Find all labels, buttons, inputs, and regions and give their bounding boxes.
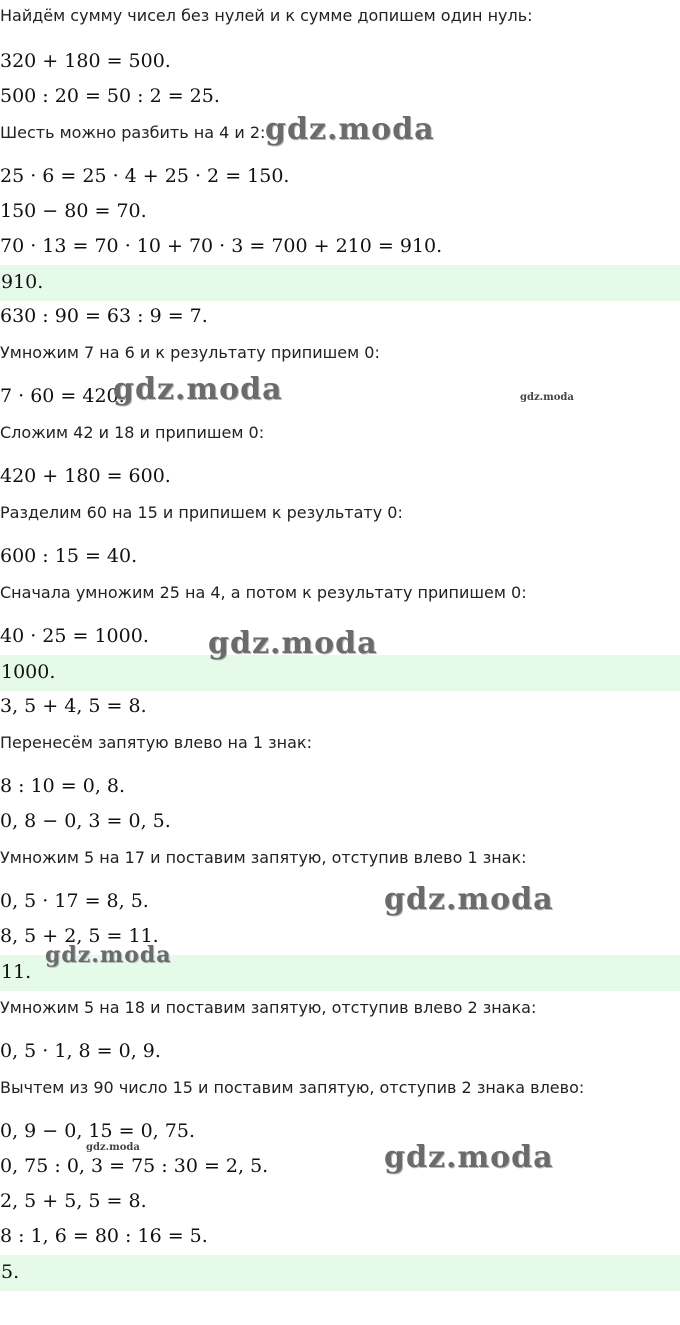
- equation-line: 0, 5 · 17 = 8, 5.: [0, 890, 149, 912]
- equation-line: 150 − 80 = 70.: [0, 200, 147, 222]
- watermark: gdz.moda: [45, 942, 172, 968]
- equation-line: 500 : 20 = 50 : 2 = 25.: [0, 85, 220, 107]
- answer-highlight: [0, 1255, 680, 1291]
- answer-text: 1000.: [1, 661, 56, 683]
- equation-line: 600 : 15 = 40.: [0, 545, 138, 567]
- equation-line: 630 : 90 = 63 : 9 = 7.: [0, 305, 208, 327]
- answer-text: 5.: [1, 1261, 20, 1283]
- watermark: gdz.moda: [86, 1142, 140, 1153]
- equation-line: 8 : 1, 6 = 80 : 16 = 5.: [0, 1225, 208, 1247]
- equation-line: 25 · 6 = 25 · 4 + 25 · 2 = 150.: [0, 165, 290, 187]
- watermark: gdz.moda: [520, 392, 574, 403]
- explanation-text: Найдём сумму чисел без нулей и к сумме допишем один нуль:: [0, 6, 533, 25]
- equation-line: 2, 5 + 5, 5 = 8.: [0, 1190, 147, 1212]
- equation-line: 0, 5 · 1, 8 = 0, 9.: [0, 1040, 161, 1062]
- watermark: gdz.moda: [113, 372, 283, 407]
- watermark: gdz.moda: [384, 882, 554, 917]
- equation-line: 420 + 180 = 600.: [0, 465, 171, 487]
- explanation-text: Перенесём запятую влево на 1 знак:: [0, 733, 312, 752]
- answer-text: 910.: [1, 271, 44, 293]
- explanation-text: Умножим 5 на 17 и поставим запятую, отступив влево 1 знак:: [0, 848, 527, 867]
- equation-line: 3, 5 + 4, 5 = 8.: [0, 695, 147, 717]
- explanation-text: Сначала умножим 25 на 4, а потом к результату припишем 0:: [0, 583, 527, 602]
- answer-highlight: [0, 265, 680, 301]
- explanation-text: Сложим 42 и 18 и припишем 0:: [0, 423, 265, 442]
- equation-line: 0, 9 − 0, 15 = 0, 75.: [0, 1120, 195, 1142]
- watermark: gdz.moda: [265, 112, 435, 147]
- equation-line: 8, 5 + 2, 5 = 11.: [0, 925, 159, 947]
- explanation-text: Умножим 5 на 18 и поставим запятую, отступив влево 2 знака:: [0, 998, 537, 1017]
- watermark: gdz.moda: [208, 626, 378, 661]
- explanation-text: Умножим 7 на 6 и к результату припишем 0:: [0, 343, 380, 362]
- watermark: gdz.moda: [384, 1140, 554, 1175]
- equation-line: 40 · 25 = 1000.: [0, 625, 149, 647]
- equation-line: 70 · 13 = 70 · 10 + 70 · 3 = 700 + 210 = 910.: [0, 235, 443, 257]
- explanation-text: Разделим 60 на 15 и припишем к результату 0:: [0, 503, 403, 522]
- equation-line: 0, 8 − 0, 3 = 0, 5.: [0, 810, 171, 832]
- equation-line: 0, 75 : 0, 3 = 75 : 30 = 2, 5.: [0, 1155, 269, 1177]
- explanation-text: Вычтем из 90 число 15 и поставим запятую, отступив 2 знака влево:: [0, 1078, 585, 1097]
- equation-line: 320 + 180 = 500.: [0, 50, 171, 72]
- equation-line: 8 : 10 = 0, 8.: [0, 775, 126, 797]
- explanation-text: Шесть можно разбить на 4 и 2:: [0, 123, 266, 142]
- equation-line: 7 · 60 = 420.: [0, 385, 125, 407]
- answer-text: 11.: [1, 961, 32, 983]
